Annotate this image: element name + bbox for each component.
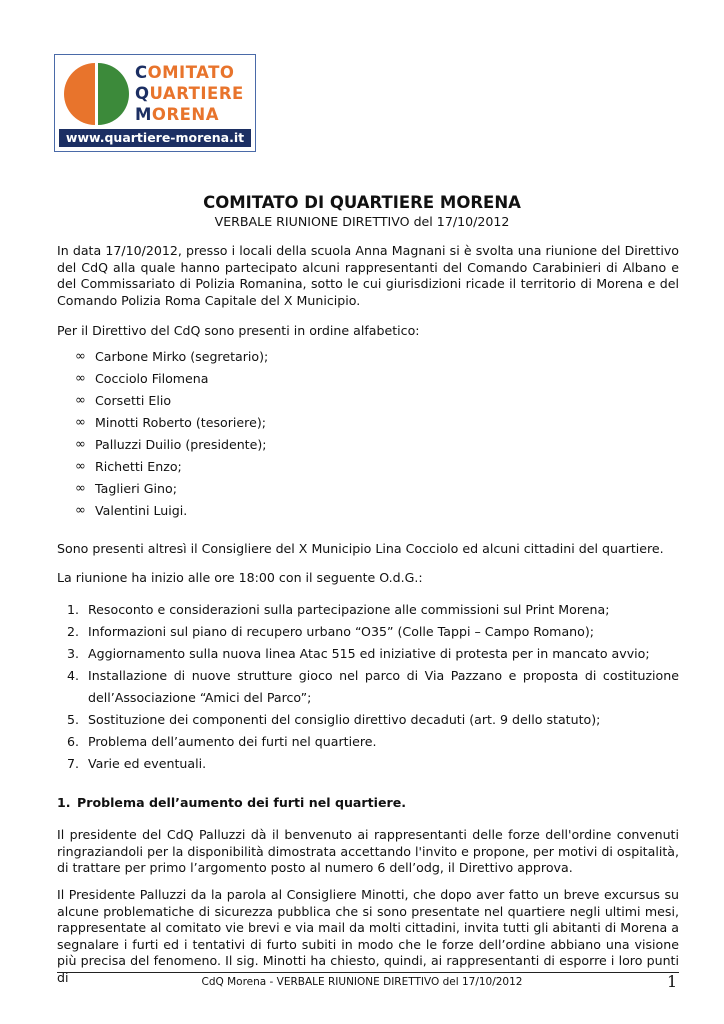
logo-word-morena: MORENA	[135, 105, 220, 124]
minotti-paragraph: Il Presidente Palluzzi da la parola al Consigliere Minotti, che dopo aver fatto un breve excursus su alcune problematiche di sicurezza pubblica che si sono presentate nel quartiere negli ultimi mesi, rappresentate al comitato vie brevi e via mail da molti cittadini, invita tutti gli abitanti di Morena a segnalare i furti ed i tentativi di furto subiti in modo che le forze dell’ordine abbiano una visione più precisa del fenomeno. Il sig. Minotti ha chiesto, quindi, ai rappresentanti di esporre i loro punti di	[57, 887, 679, 985]
logo-word-quartiere: QUARTIERE	[135, 84, 244, 103]
agenda-list	[57, 599, 679, 775]
list-item: 6. Problema dell’aumento dei furti nel quartiere.	[67, 734, 377, 749]
attendees-list	[57, 346, 268, 522]
attendees-intro: Per il Direttivo del CdQ sono presenti in ordine alfabetico:	[57, 323, 420, 338]
document-title: COMITATO DI QUARTIERE MORENA	[203, 193, 521, 212]
infinity-bullet-icon: ∞	[75, 481, 86, 496]
infinity-bullet-icon: ∞	[75, 371, 86, 386]
logo-word-comitato: COMITATO	[135, 63, 235, 82]
list-item: ∞ Richetti Enzo;	[57, 456, 268, 478]
list-item: 2. Informazioni sul piano di recupero urbano “O35” (Colle Tappi – Campo Romano);	[67, 624, 594, 639]
page-number: 1	[667, 972, 678, 991]
infinity-bullet-icon: ∞	[75, 393, 86, 408]
list-item: 3. Aggiornamento sulla nuova linea Atac 515 ed iniziative di protesta per in mancato avvio;	[67, 646, 650, 661]
document-subtitle: VERBALE RIUNIONE DIRETTIVO del 17/10/2012	[214, 214, 510, 229]
meeting-start-line: La riunione ha inizio alle ore 18:00 con il seguente O.d.G.:	[57, 570, 423, 585]
footer-divider	[57, 972, 679, 973]
list-item: ∞ Cocciolo Filomena	[57, 368, 268, 390]
infinity-bullet-icon: ∞	[75, 349, 86, 364]
infinity-bullet-icon: ∞	[75, 437, 86, 452]
list-item: ∞ Palluzzi Duilio (presidente);	[57, 434, 268, 456]
list-item: 1. Resoconto e considerazioni sulla partecipazione alle commissioni sul Print Morena;	[67, 602, 610, 617]
list-item: 5. Sostituzione dei componenti del consiglio direttivo decaduti (art. 9 dello statuto);	[67, 712, 601, 727]
also-present-paragraph: Sono presenti altresì il Consigliere del X Municipio Lina Cocciolo ed alcuni cittadini del quartiere.	[57, 541, 664, 556]
list-item: ∞ Corsetti Elio	[57, 390, 268, 412]
list-item: ∞ Taglieri Gino;	[57, 478, 268, 500]
logo-url: www.quartiere-morena.it	[59, 129, 251, 147]
infinity-bullet-icon: ∞	[75, 503, 86, 518]
section-heading: 1. Problema dell’aumento dei furti nel quartiere.	[57, 795, 407, 810]
committee-logo	[54, 54, 256, 152]
list-item: ∞ Carbone Mirko (segretario);	[57, 346, 268, 368]
list-item: 4. Installazione di nuove strutture gioco nel parco di Via Pazzano e proposta di costituzione dell’Associazione “Amici del Parco”;	[67, 668, 679, 705]
list-item: ∞ Valentini Luigi.	[57, 500, 268, 522]
president-paragraph: Il presidente del CdQ Palluzzi dà il benvenuto ai rappresentanti delle forze dell'ordine convenuti ringraziandoli per la disponibilità dimostrata accettando l'invito e propone, per motivi di ospitalità, di trattare per primo l’argomento posto al numero 6 dell’odg, il Direttivo approva.	[57, 827, 679, 875]
infinity-bullet-icon: ∞	[75, 459, 86, 474]
list-item: ∞ Minotti Roberto (tesoriere);	[57, 412, 268, 434]
intro-paragraph: In data 17/10/2012, presso i locali della scuola Anna Magnani si è svolta una riunione del Direttivo del CdQ alla quale hanno partecipato alcuni rappresentanti del Comando Carabinieri di Albano e del Commissariato di Polizia Romanina, sotto le cui giurisdizioni ricade il territorio di Morena e del Comando Polizia Roma Capitale del X Municipio.	[57, 243, 679, 308]
logo-circle-icon	[61, 61, 131, 127]
infinity-bullet-icon: ∞	[75, 415, 86, 430]
page-footer: CdQ Morena - VERBALE RIUNIONE DIRETTIVO del 17/10/2012	[201, 976, 523, 988]
list-item: 7. Varie ed eventuali.	[67, 756, 207, 771]
